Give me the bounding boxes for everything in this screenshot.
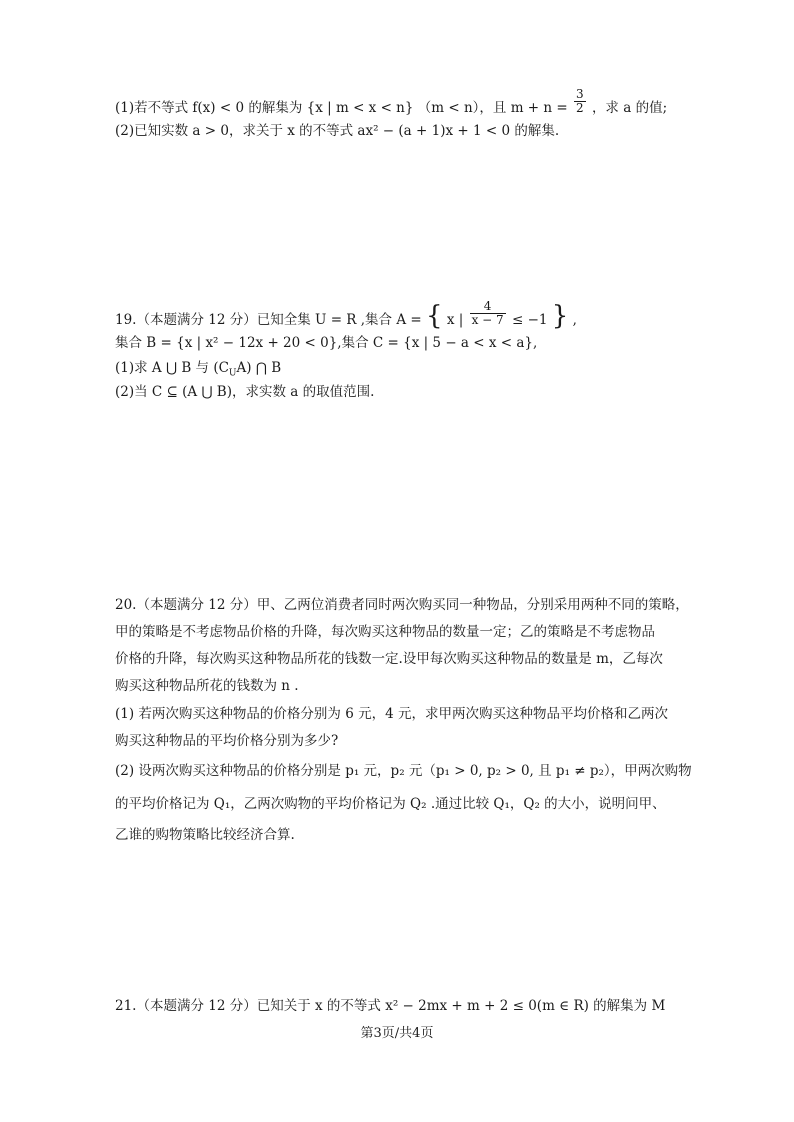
q18-frac-num: 3 [576,87,584,101]
set-open-brace: { [425,301,443,332]
q19-line3-end: A) ⋂ B [236,360,282,376]
q19-line1-end: , [572,312,577,329]
q19-line3-text: (1)求 A ⋃ B 与 (C [115,360,229,376]
page-number: 第3页/共4页 [360,1026,434,1041]
q19-set-left: x | [446,312,464,329]
q20-line5: (1) 若两次购买这种物品的价格分别为 6 元，4 元，求甲两次购买这种物品平均价格和乙两次 [115,706,668,722]
q20-line8: 的平均价格记为 Q₁，乙两次购物的平均价格记为 Q₂ .通过比较 Q₁，Q₂ 的大小，说明问甲、 [115,796,666,812]
q21-line1: 21.（本题满分 12 分）已知关于 x 的不等式 x² − 2mx + m + 2 ≤ 0(m ∈ R) 的解集为 M [115,998,666,1014]
q19-fraction [470,300,506,327]
q18-frac-den: 2 [576,101,584,116]
q19-line1-prefix: 19.（本题满分 12 分）已知全集 U = R ,集合 A = [115,312,422,329]
q19-line4: (2)当 C ⊆ (A ⋃ B)，求实数 a 的取值范围. [115,384,375,400]
q18-fraction [574,88,586,115]
q20-line4: 购买这种物品所花的钱数为 n . [115,678,299,694]
q18-part1-set: {x | m < x < n} [306,100,414,117]
q19-line1 [115,299,577,332]
q19-frac-den: x − 7 [471,313,504,328]
q18-part1-suffix: ，求 a 的值; [591,100,668,117]
q20-line1: 20.（本题满分 12 分）甲、乙两位消费者同时两次购买同一种物品，分别采用两种不同的策略， [115,597,689,613]
q19-set-right: ≤ −1 [511,312,548,329]
q19-line3-sub: U [228,368,237,379]
q20-line6: 购买这种物品的平均价格分别为多少? [115,733,339,749]
q19-line3 [115,362,281,379]
q20-line9: 乙谁的购物策略比较经济合算. [115,827,295,843]
q19-frac-num: 4 [470,300,506,314]
q20-line3: 价格的升降，每次购买这种物品所花的钱数一定.设甲每次购买这种物品的数量是 m，乙每次 [115,651,663,667]
set-close-brace: } [551,301,569,332]
q20-line7: (2) 设两次购买这种物品的价格分别是 p₁ 元，p₂ 元（p₁ > 0, p₂ > 0, 且 p₁ ≠ p₂），甲两次购物 [115,763,692,779]
q18-part1 [115,88,667,116]
q18-part1-cond: （m < n），且 m + n = [417,100,568,117]
q19-line2: 集合 B = {x | x² − 12x + 20 < 0},集合 C = {x | 5 − a < x < a}, [115,335,538,351]
q20-line2: 甲的策略是不考虑物品价格的升降，每次购买这种物品的数量一定；乙的策略是不考虑物品 [115,624,655,640]
q18-part1-prefix: (1)若不等式 f(x) < 0 的解集为 [115,100,303,117]
q18-part2: (2)已知实数 a > 0，求关于 x 的不等式 ax² − (a + 1)x + 1 < 0 的解集. [115,123,560,139]
